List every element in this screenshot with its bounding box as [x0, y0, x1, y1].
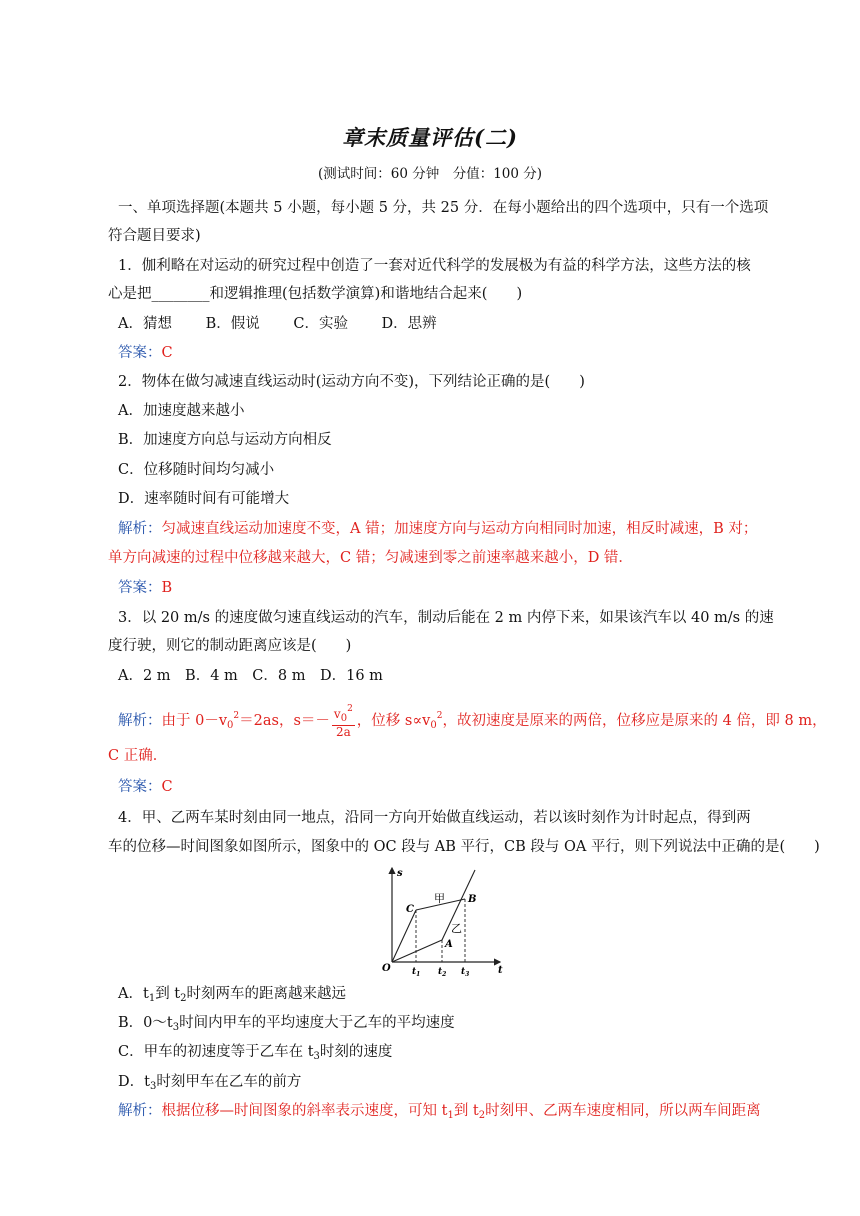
q4-stem-cont: 车的位移—时间图象如图所示，图象中的 OC 段与 AB 平行，CB 段与 OA 平行，则下列说法中正确的是( ) — [108, 839, 820, 855]
tick-t1: $t_1$ — [412, 967, 421, 978]
analysis-text-1: 由于 0－v — [161, 713, 228, 729]
q3-stem-cont: 度行驶，则它的制动距离应该是( ) — [108, 638, 352, 654]
q4-stem: 4．甲、乙两车某时刻由同一地点，沿同一方向开始做直线运动，若以该时刻作为计时起点，得到两 — [118, 810, 751, 826]
test-info: (测试时间：60 分钟 分值：100 分) — [317, 166, 543, 182]
tick-t2: $t_2$ — [438, 967, 447, 978]
page-title: 章末质量评估(二) — [342, 125, 518, 150]
answer-label: 答案： — [118, 580, 162, 596]
q4-analysis — [118, 1101, 761, 1126]
label-jia: 甲 — [434, 892, 445, 905]
label-a: A — [445, 939, 453, 950]
q3-analysis-cont: C 正确． — [108, 748, 168, 764]
subscript: 0 — [227, 720, 234, 731]
subsup-0-2 — [227, 713, 239, 729]
q2-option-c: C．位移随时间均匀减小 — [118, 462, 275, 478]
q1-options: A．猜想 B．假说 C．实验 D．思辨 — [118, 316, 437, 332]
fraction-numerator: $v_0^2$ — [333, 704, 353, 724]
analysis-text-4: 时刻甲、乙两车速度相同，所以两车间距离 — [485, 1103, 761, 1119]
analysis-highlight: 斜率表示速度 — [306, 1103, 394, 1119]
fraction — [332, 703, 355, 739]
subscript: 2 — [478, 1110, 486, 1121]
answer-label: 答案： — [118, 345, 162, 361]
q4-option-a: A．$t_1$到 $t_2$时刻两车的距离越来越远 — [118, 986, 346, 1004]
q1-stem-cont: 心是把________和逻辑推理(包括数学演算)和谐地结合起来( ) — [108, 286, 523, 302]
subscript: 1 — [447, 1110, 454, 1121]
q3-stem: 3．以 20 m/s 的速度做匀速直线运动的汽车，制动后能在 2 m 内停下来，如果该汽车以 40 m/s 的速 — [118, 610, 774, 626]
position-time-graph — [378, 862, 508, 978]
q2-analysis — [118, 519, 757, 539]
analysis-label: 解析： — [118, 713, 162, 729]
tick-t3: $t_3$ — [461, 967, 470, 978]
q4-option-b: B．$0\sim t_3$时间内甲车的平均速度大于乙车的平均速度 — [118, 1015, 455, 1033]
q4-option-c: C．甲车的初速度等于乙车在 $t_3$时刻的速度 — [118, 1044, 393, 1062]
label-b: B — [468, 894, 477, 905]
section-heading-cont: 符合题目要求) — [108, 228, 201, 244]
q3-analysis — [118, 703, 827, 739]
analysis-text-3: 到 t — [453, 1103, 479, 1119]
q2-option-a: A．加速度越来越小 — [118, 403, 245, 419]
subsup-0-2: $_0^2$ — [430, 711, 443, 731]
q3-answer — [118, 777, 173, 797]
answer-value: B — [161, 580, 173, 596]
answer-label: 答案： — [118, 779, 162, 795]
label-yi: 乙 — [451, 922, 462, 935]
q2-answer — [118, 578, 172, 598]
q4-option-d: D．$t_3$时刻甲车在乙车的前方 — [118, 1074, 302, 1092]
analysis-text-2: ＝2as，s＝－ — [239, 713, 330, 729]
analysis-text: 匀减速直线运动加速度不变，A 错；加速度方向与运动方向相同时加速，相反时减速，B 对； — [161, 521, 758, 537]
answer-value: C — [161, 779, 173, 795]
fraction-denominator: 2a — [335, 725, 351, 739]
analysis-text-4: ，故初速度是原来的两倍，位移应是原来的 4 倍，即 8 m， — [442, 713, 827, 729]
q2-option-b: B．加速度方向总与运动方向相反 — [118, 432, 332, 448]
analysis-text-1: 根据位移—时间图象的 — [161, 1103, 307, 1119]
q2-analysis-cont: 单方向减速的过程中位移越来越大，C 错；匀减速到零之前速率越来越小，D 错． — [108, 550, 633, 566]
label-o: O — [382, 963, 391, 974]
label-c: C — [406, 904, 414, 915]
analysis-text-2: ，可知 t — [393, 1103, 448, 1119]
line-oc — [392, 910, 416, 962]
analysis-label: 解析： — [118, 521, 162, 537]
q1-answer — [118, 343, 173, 363]
answer-value: C — [161, 345, 173, 361]
q2-option-d: D．速率随时间有可能增大 — [118, 491, 290, 507]
analysis-text-3: ，位移 s∝v — [356, 713, 431, 729]
section-heading: 一、单项选择题(本题共 5 小题，每小题 5 分，共 25 分．在每小题给出的四个选项中，只有一个选项 — [118, 200, 769, 216]
superscript: 2 — [233, 711, 240, 721]
q2-stem: 2．物体在做匀减速直线运动时(运动方向不变)，下列结论正确的是( ) — [118, 374, 585, 390]
label-s: s — [397, 868, 403, 879]
q3-options: A．2 m B．4 m C．8 m D．16 m — [118, 668, 383, 684]
label-t: t — [498, 965, 503, 976]
q1-stem: 1．伽利略在对运动的研究过程中创造了一套对近代科学的发展极为有益的科学方法，这些方法的核 — [118, 258, 751, 274]
line-oa — [392, 940, 442, 962]
analysis-label: 解析： — [118, 1103, 162, 1119]
